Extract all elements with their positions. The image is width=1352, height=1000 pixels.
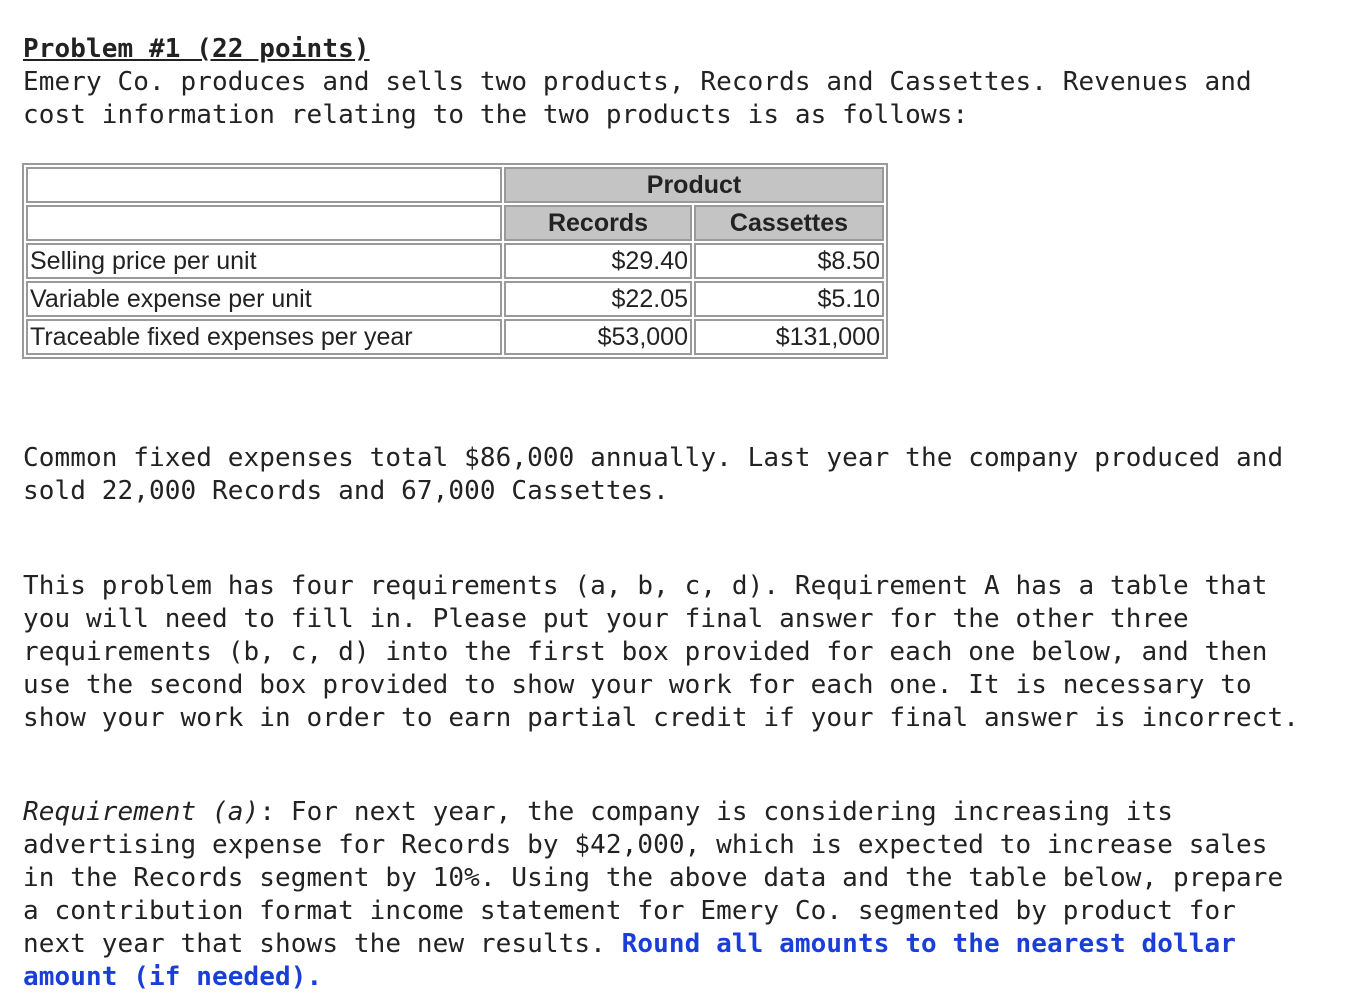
row-label: Variable expense per unit xyxy=(26,281,502,317)
records-value: $22.05 xyxy=(504,281,692,317)
row-label: Traceable fixed expenses per year xyxy=(26,319,502,355)
records-value: $29.40 xyxy=(504,243,692,279)
table-row xyxy=(26,319,884,355)
records-value: $53,000 xyxy=(504,319,692,355)
common-fixed-paragraph: Common fixed expenses total $86,000 annually. Last year the company produced and sold 22,000 Records and 67,000 Cassettes. xyxy=(23,443,1284,506)
row-label: Selling price per unit xyxy=(26,243,502,279)
column-header-records: Records xyxy=(504,205,692,241)
table-corner-cell xyxy=(26,205,502,241)
instructions-paragraph: This problem has four requirements (a, b, c, d). Requirement A has a table that you will need to fill in. Please put your final answer for the other three requirements (b, c, d) into the first box provided for each one below, and then use the second box provided to show your work for each one. It is necessary to show your work in order to earn partial credit if your final answer is incorrect. xyxy=(23,571,1300,733)
problem-intro: Emery Co. produces and sells two products, Records and Cassettes. Revenues and cost information relating to the two products is as follows: xyxy=(23,67,1252,130)
cassettes-value: $131,000 xyxy=(694,319,884,355)
product-group-header: Product xyxy=(504,167,884,203)
requirement-a-paragraph xyxy=(23,796,1313,994)
column-header-cassettes: Cassettes xyxy=(694,205,884,241)
problem-header xyxy=(23,33,1323,132)
rounding-instruction: Round all amounts to the nearest dollar amount (if needed). xyxy=(23,929,1237,992)
table-row xyxy=(26,281,884,317)
product-cost-table xyxy=(22,163,888,359)
table-row xyxy=(26,243,884,279)
table-corner-cell xyxy=(26,167,502,203)
cassettes-value: $5.10 xyxy=(694,281,884,317)
cassettes-value: $8.50 xyxy=(694,243,884,279)
table-column-header-row xyxy=(26,205,884,241)
requirement-a-label: Requirement (a) xyxy=(23,797,260,827)
table-header-row xyxy=(26,167,884,203)
problem-title: Problem #1 (22 points) xyxy=(23,34,370,64)
requirement-a-text: : For next year, the company is considering increasing its advertising expense for Records by $42,000, which is expected to increase sales in the Records segment by 10%. Using the above data and the table below, prepare a contribution format income statement for Emery Co. segmented by product for next year that shows the new results. xyxy=(23,797,1284,959)
